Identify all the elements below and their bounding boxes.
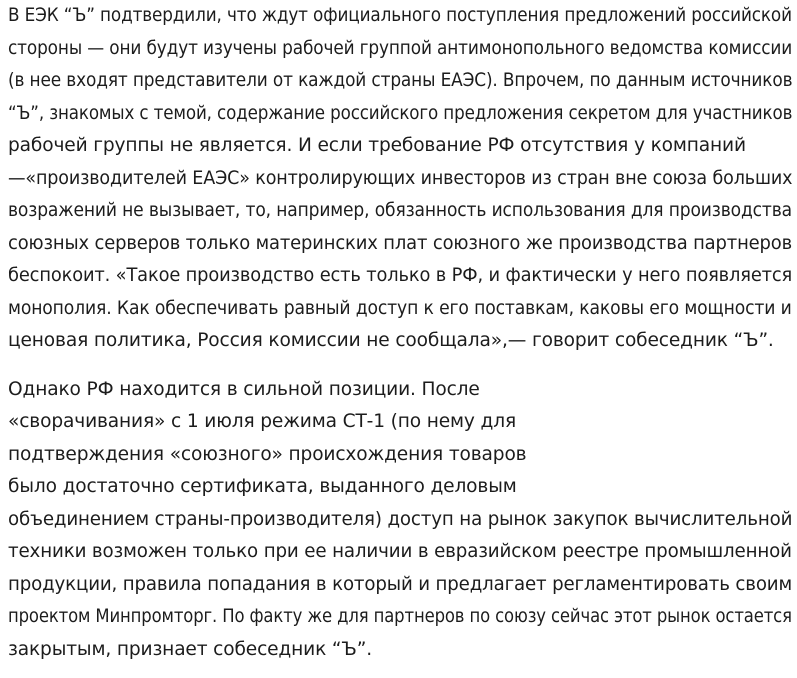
text-line: союзных серверов только материнских плат союзного же производства партнеров [8,232,793,254]
text-line: возражений не вызывает, то, например, обязанность использования для производства [8,200,793,221]
text-line: продукции, правила попадания в который и предлагает регламентировать своим [8,573,793,595]
text-line: проектом Минпромторг. По факту же для партнеров по союзу сейчас этот рынок остается [8,606,792,627]
text-line: Однако РФ находится в сильной позиции. После [8,378,480,400]
text-line: объединением страны-производителя) доступ на рынок закупок вычислительной [8,508,793,530]
text-line: “Ъ”, знакомых с темой, содержание российского предложения секретом для участников [8,102,793,124]
text-line: закрытым, признает собеседник “Ъ”. [8,638,372,660]
text-line: ценовая политика, Россия комиссии не сообщала»,— говорит собеседник “Ъ”. [8,330,774,351]
text-line: техники возможен только при ее наличии в евразийском реестре промышленной [8,541,792,562]
text-line: В ЕЭК “Ъ” подтвердили, что ждут официального поступления предложений российской [8,5,792,26]
text-line: «сворачивания» с 1 июля режима СТ-1 (по нему для [8,411,517,432]
text-line: беспокоит. «Такое производство есть только в РФ, и фактически у него появляется [8,265,793,286]
text-line: стороны — они будут изучены рабочей группой антимонопольного ведомства комиссии [8,37,793,59]
text-line: рабочей группы не является. И если требование РФ отсутствия у компаний [8,135,746,156]
text-line: подтверждения «союзного» происхождения товаров [8,443,527,465]
text-line: —«производителей ЕАЭС» контролирующих инвесторов из стран вне союза больших [8,167,793,189]
paragraph-1 [8,0,797,358]
paragraph-spacing [8,358,797,374]
text-line: было достаточно сертификата, выданного деловым [8,476,517,497]
text-line: (в нее входят представители от каждой страны ЕАЭС). Впрочем, по данным источников [8,70,793,91]
text-line: монополия. Как обеспечивать равный доступ к его поставкам, каковы его мощности и [8,297,792,319]
article-body [8,0,797,666]
paragraph-2 [8,374,797,667]
